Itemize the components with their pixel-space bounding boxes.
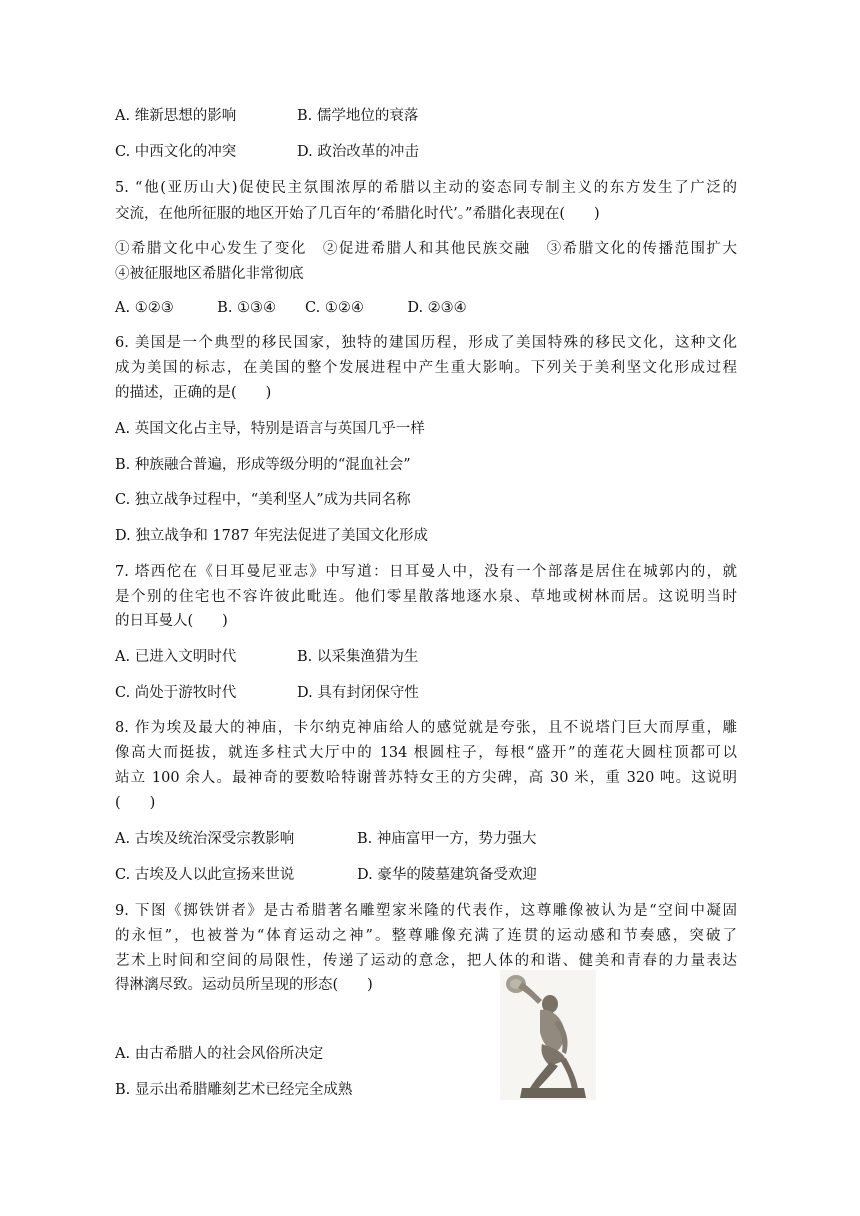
q6-stem-line-2: 成为美国的标志，在美国的整个发展进程中产生重大影响。下列关于美利坚文化形成过程: [115, 360, 737, 376]
q6-option-a: A. 英国文化占主导，特别是语言与英国几乎一样: [115, 421, 425, 437]
q7-option-d: D. 具有封闭保守性: [297, 685, 419, 701]
q8-option-c: C. 古埃及人以此宣扬来世说: [115, 867, 295, 883]
q8-stem-line-2: 像高大而挺拔，就连多柱式大厅中的 134 根圆柱子，每根“盛开”的莲花大圆柱顶都可以: [115, 745, 737, 761]
q8-option-b: B. 神庙富甲一方，势力强大: [357, 831, 537, 847]
q5-items-line-2: ④被征服地区希腊化非常彻底: [115, 266, 304, 282]
q7-option-a: A. 已进入文明时代: [115, 649, 237, 665]
q6-option-c: C. 独立战争过程中，“美利坚人”成为共同名称: [115, 492, 411, 508]
q8-option-a: A. 古埃及统治深受宗教影响: [115, 831, 295, 847]
q6-stem-line-3: 的描述，正确的是( ): [115, 385, 272, 401]
q8-stem-line-4: ( ): [115, 795, 156, 811]
q6-stem-line-1: 6. 美国是一个典型的移民国家，独特的建国历程，形成了美国特殊的移民文化，这种文化: [115, 335, 737, 351]
q8-option-d: D. 豪华的陵墓建筑备受欢迎: [357, 867, 537, 883]
q6-option-b: B. 种族融合普遍，形成等级分明的“混血社会”: [115, 457, 411, 473]
q4-option-c: C. 中西文化的冲突: [115, 144, 237, 160]
q8-stem-line-1: 8. 作为埃及最大的神庙，卡尔纳克神庙给人的感觉就是夸张，且不说塔门巨大而厚重，雕: [115, 720, 737, 736]
q5-items-line-1: ①希腊文化中心发生了变化 ②促进希腊人和其他民族交融 ③希腊文化的传播范围扩大: [115, 241, 737, 257]
q4-option-a: A. 维新思想的影响: [115, 108, 237, 124]
q5-stem-line-2: 交流，在他所征服的地区开始了几百年的‘希腊化时代’。”希腊化表现在( ): [115, 206, 600, 222]
q9-option-b: B. 显示出希腊雕刻艺术已经完全成熟: [115, 1082, 353, 1098]
q9-stem-line-3: 艺术上时间和空间的局限性，传递了运动的意念，把人体的和谐、健美和青春的力量表达: [115, 953, 737, 969]
q7-stem-line-3: 的日耳曼人( ): [115, 613, 228, 629]
q8-stem-line-3: 站立 100 余人。最神奇的要数哈特谢普苏特女王的方尖碑，高 30 米，重 320 吨。这说明: [115, 770, 737, 786]
q5-stem-line-1: 5. “他(亚历山大)促使民主氛围浓厚的希腊以主动的姿态同专制主义的东方发生了广泛的: [115, 180, 737, 196]
q4-option-b: B. 儒学地位的衰落: [297, 108, 419, 124]
q9-stem-line-4: 得淋漓尽致。运动员所呈现的形态( ): [115, 977, 373, 993]
q9-stem-line-1: 9. 下图《掷铁饼者》是古希腊著名雕塑家米隆的代表作，这尊雕像被认为是“空间中凝固: [115, 903, 737, 919]
q5-options: A. ①②③ B. ①③④ C. ①②④ D. ②③④: [115, 300, 467, 316]
q9-option-a: A. 由古希腊人的社会风俗所决定: [115, 1046, 324, 1062]
q7-option-c: C. 尚处于游牧时代: [115, 685, 237, 701]
q7-option-b: B. 以采集渔猎为生: [297, 649, 419, 665]
q7-stem-line-1: 7. 塔西佗在《日耳曼尼亚志》中写道：日耳曼人中，没有一个部落是居住在城郭内的，就: [115, 564, 737, 580]
q4-option-d: D. 政治改革的冲击: [297, 144, 419, 160]
q6-option-d: D. 独立战争和 1787 年宪法促进了美国文化形成: [115, 528, 428, 544]
discobolus-statue-image: [500, 970, 596, 1100]
q7-stem-line-2: 是个别的住宅也不容许彼此毗连。他们零星散落地逐水泉、草地或树林而居。这说明当时: [115, 589, 737, 605]
q9-stem-line-2: 的永恒”，也被誉为“体育运动之神”。整尊雕像充满了连贯的运动感和节奏感，突破了: [115, 928, 737, 944]
